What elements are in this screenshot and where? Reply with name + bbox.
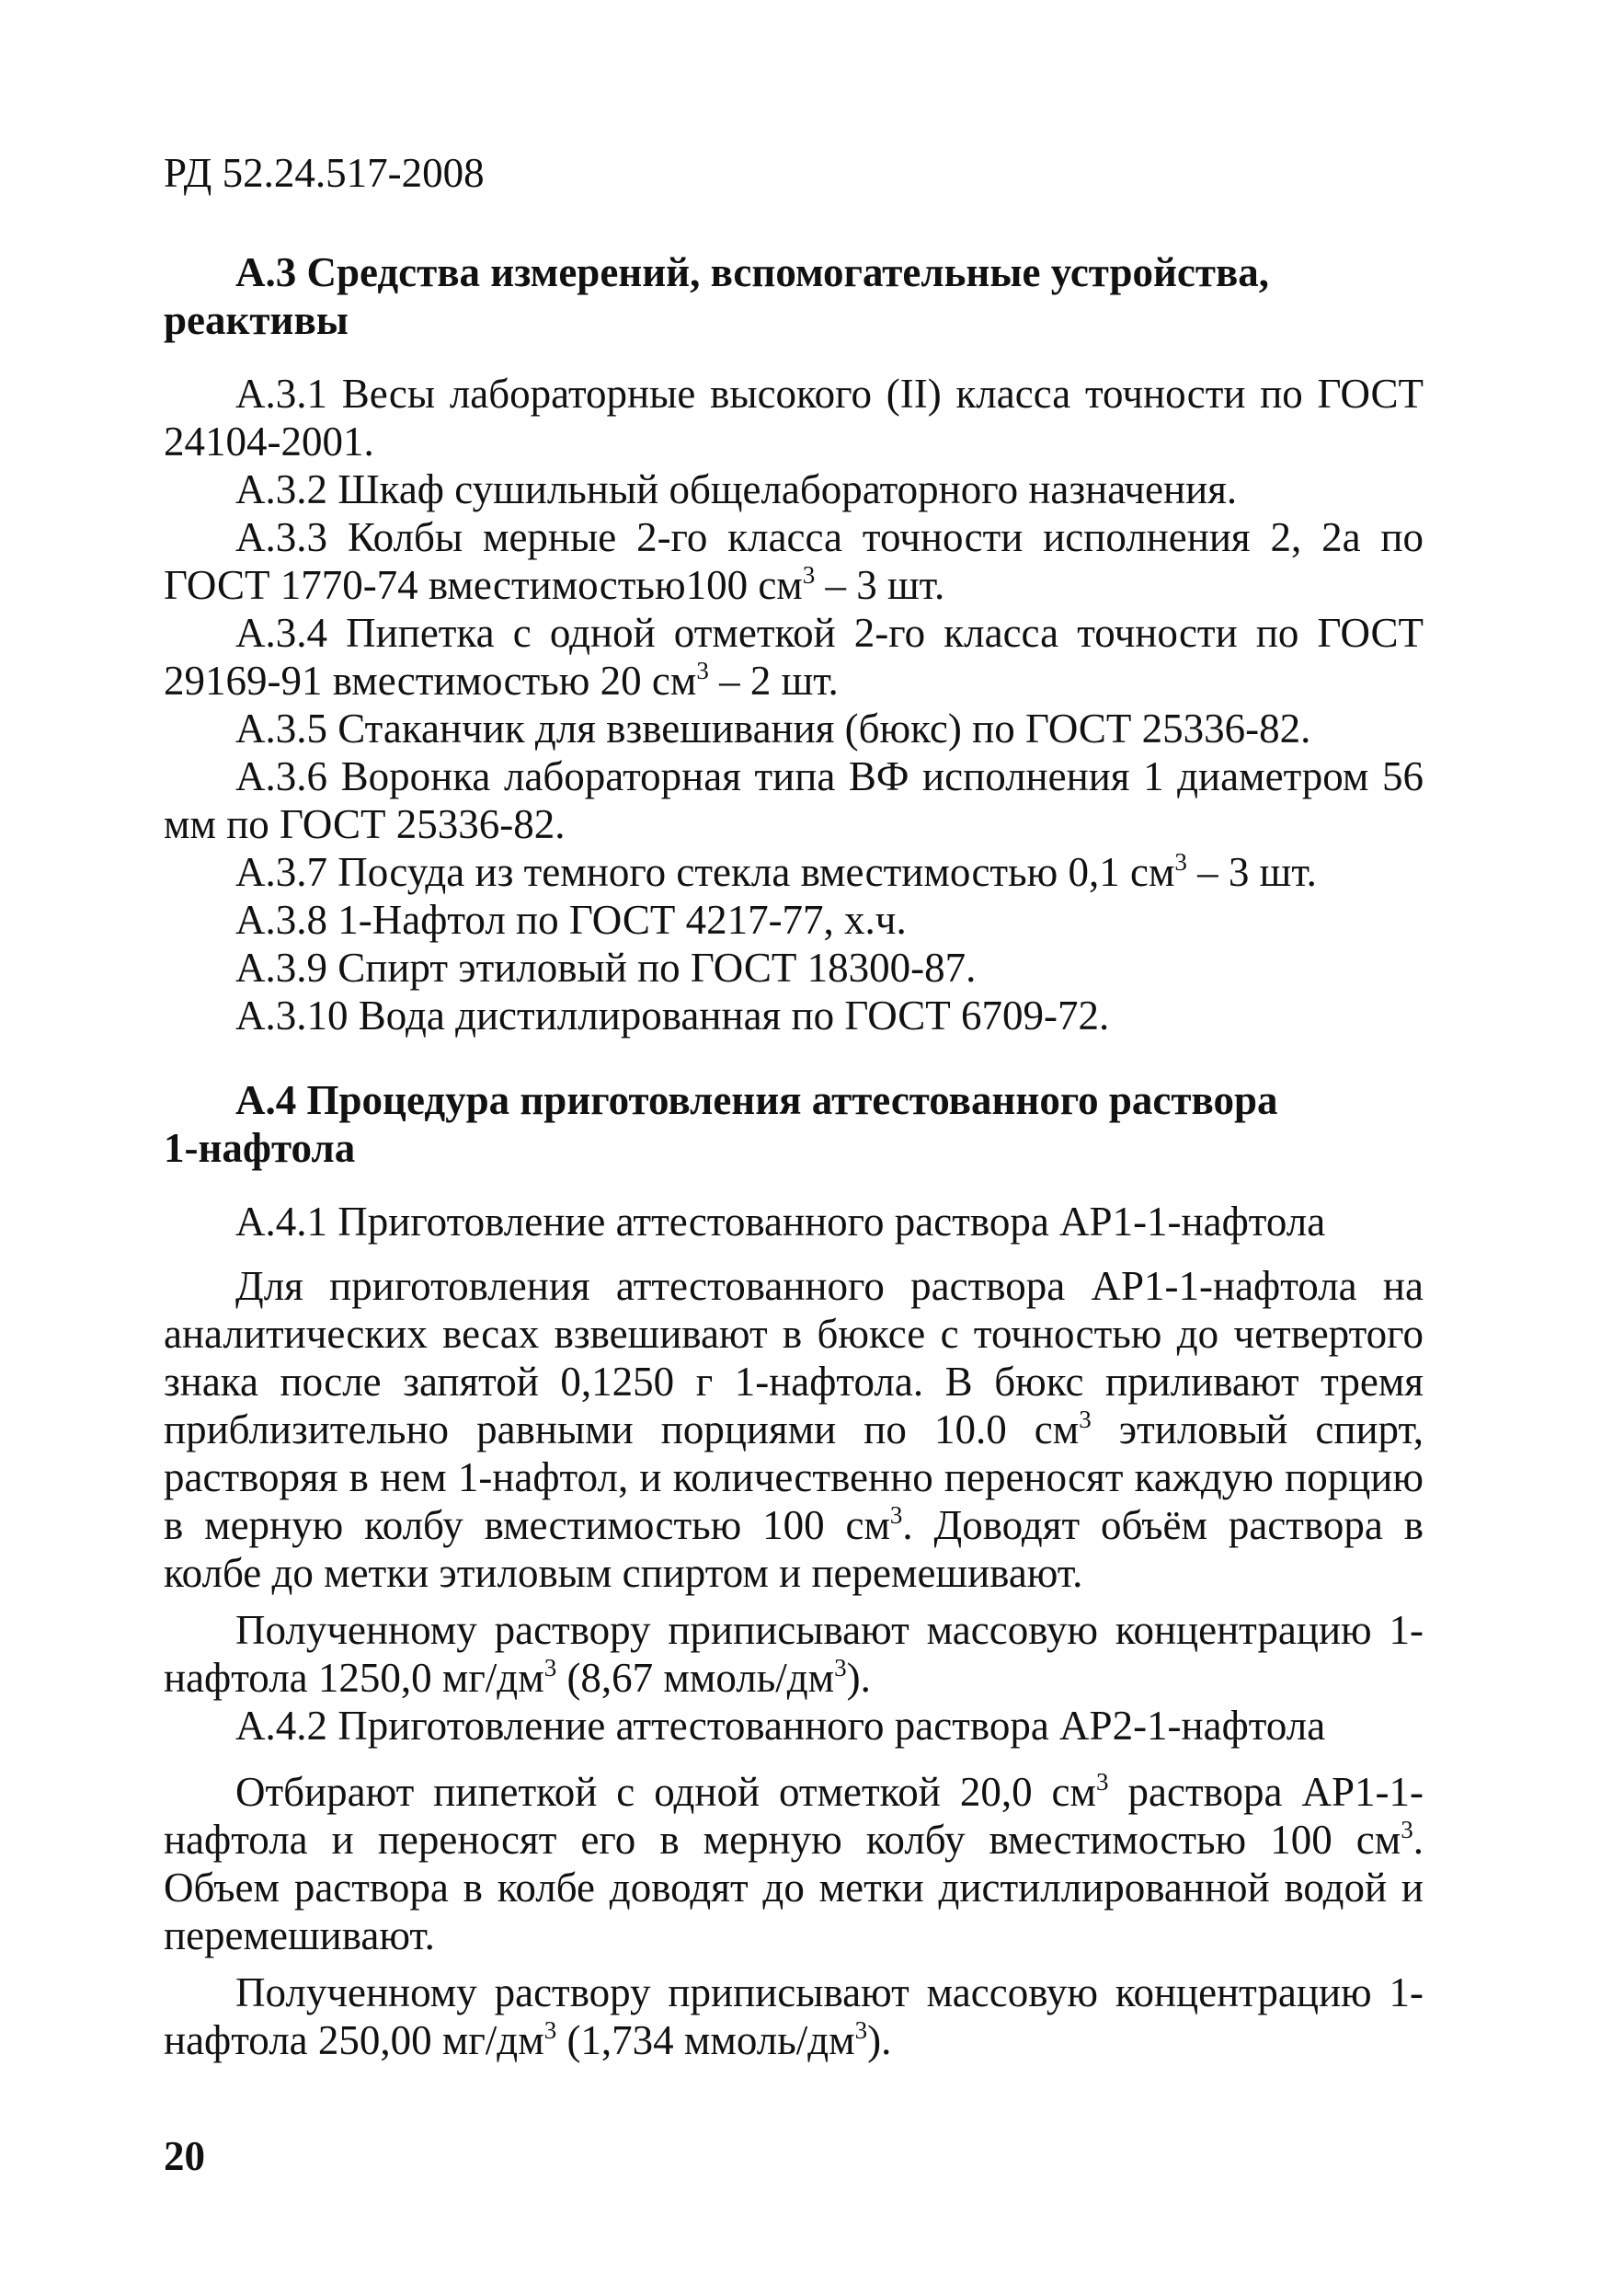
subsection-a42: [164, 1702, 1424, 1750]
section-a4-heading-line2: 1-нафтола: [164, 1125, 356, 1171]
list-item: А.3.5 Стаканчик для взвешивания (бюкс) по ГОСТ 25336-82.: [235, 706, 1311, 752]
page-number: 20: [164, 2133, 205, 2179]
list-item: А.3.1 Весы лабораторные высокого (II) класса точности по ГОСТ 24104-2001.: [164, 371, 1424, 465]
section-a3: [164, 248, 1424, 344]
section-a4-heading-line1: А.4 Процедура приготовления аттестованного раствора: [235, 1077, 1278, 1123]
section-a4-heading: [164, 1076, 1424, 1172]
paragraph: Отбирают пипеткой с одной отметкой 20,0 $см^3$ раствора АР1-1-нафтола и переносят его в мерную колбу вместимостью 100 $см^3$. Объем раствора в колбе доводят до метки дистиллированной водой и перемешивают.: [164, 1767, 1424, 1958]
paragraph: Полученному раствору приписывают массовую концентрацию 1-нафтола 1250,0 $мг/дм^3$ (8,67 ммоль/$дм^3$).: [164, 1607, 1424, 1701]
list-item: А.3.4 Пипетка с одной отметкой 2-го класса точности по ГОСТ 29169-91 вместимостью 20 $см^3 - 2$ шт.: [164, 610, 1424, 704]
subsection-a42-body: [164, 1768, 1424, 2064]
section-a3-list: [164, 370, 1424, 1039]
section-a3-heading-text: А.3 Средства измерений, вспомогательные устройства, реактивы: [164, 249, 1270, 343]
paragraph: Для приготовления аттестованного раствора АР1-1-нафтола на аналитических весах взвешивают в бюксе с точностью до четвертого знака после запятой 0,1250 г 1-нафтола. В бюкс приливают тремя приблизительно равными порциями по 10.0 $см^3$ этиловый спирт, растворяя в нем 1-нафтол, и количественно переносят каждую порцию в мерную колбу вместимостью 100 $см^3$. Доводят объём раствора в колбе до метки этиловым спиртом и перемешивают.: [164, 1263, 1424, 1596]
list-item: А.3.9 Спирт этиловый по ГОСТ 18300-87.: [235, 945, 977, 991]
subsection-a42-title: А.4.2 Приготовление аттестованного раствора АР2-1-нафтола: [235, 1703, 1326, 1749]
list-item: А.3.2 Шкаф сушильный общелабораторного назначения.: [235, 466, 1238, 512]
subsection-a41: [164, 1198, 1424, 1245]
list-item: А.3.8 1-Нафтол по ГОСТ 4217-77, х.ч.: [235, 897, 907, 943]
list-item: А.3.7 Посуда из темного стекла вместимостью 0,1 $см^3 - 3$ шт.: [235, 847, 1317, 895]
subsection-a41-title: А.4.1 Приготовление аттестованного раствора АР1-1-нафтола: [235, 1199, 1326, 1245]
list-item: А.3.3 Колбы мерные 2-го класса точности исполнения 2, 2а по ГОСТ 1770-74 вместимостью100 $см^3 - 3$ шт.: [164, 514, 1424, 608]
document-code: РД 52.24.517-2008: [164, 150, 485, 196]
list-item: А.3.6 Воронка лабораторная типа ВФ исполнения 1 диаметром 56 мм по ГОСТ 25336-82.: [164, 753, 1424, 847]
paragraph: Полученному раствору приписывают массовую концентрацию 1-нафтола 250,00 $мг/дм^3$ (1,734 ммоль/$дм^3$).: [164, 1969, 1424, 2063]
subsection-a41-body: [164, 1262, 1424, 1702]
list-item: А.3.10 Вода дистиллированная по ГОСТ 6709-72.: [235, 993, 1110, 1039]
section-a3-heading: [164, 248, 1424, 344]
